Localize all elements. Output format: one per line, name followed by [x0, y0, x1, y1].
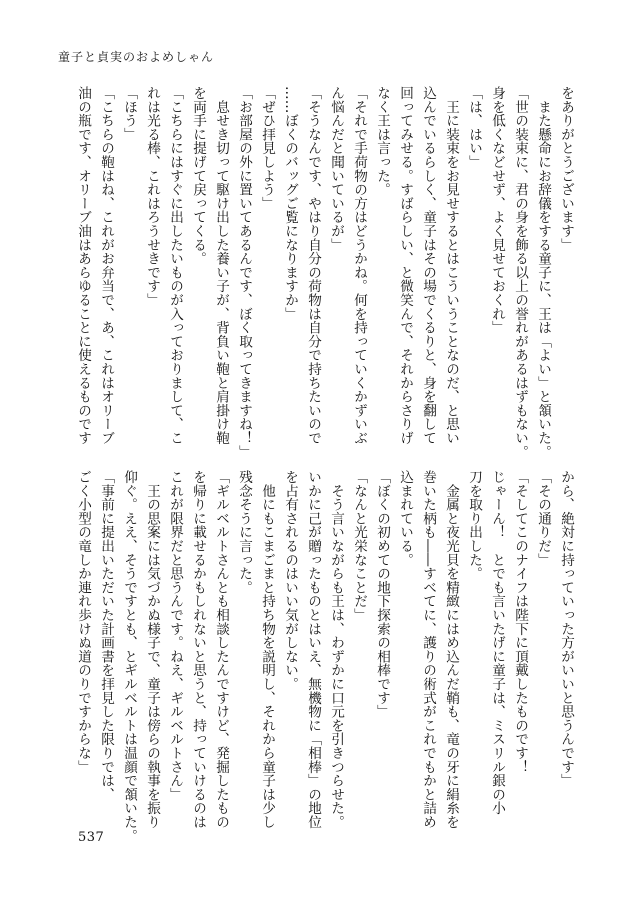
- text-line: 「ぜひ拝見しよう」: [259, 86, 275, 211]
- page-number: 537: [78, 830, 105, 845]
- text-line: をありがとうございます」: [558, 86, 574, 252]
- text-line: 「その通りだ」: [535, 470, 551, 567]
- text-line: 油の瓶です、オリーブ油はあらゆることに使えるものです: [75, 86, 91, 445]
- text-line: 「は、はい」: [466, 86, 482, 169]
- text-line: 刀を取り出した。: [466, 470, 482, 581]
- text-line: 「世の装束に、君の身を飾る以上の誉れがあるはずもない。: [512, 86, 528, 459]
- text-line: これが限界だと思うんです。ねえ、ギルベルトさん」: [167, 470, 183, 802]
- text-line: 金属と夜光貝を精緻にはめ込んだ鞘も、竜の牙に絹糸を: [443, 470, 459, 829]
- text-line: いかに己が贈ったものとはいえ、無機物に「相棒」の地位: [305, 470, 321, 829]
- text-line: なく王は言った。: [374, 86, 390, 197]
- text-line: を両手に提げて戻ってくる。: [190, 86, 206, 266]
- text-line: れは光る棒、これはろうせきです」: [144, 86, 160, 307]
- running-header: 童子と貞実のおよめしゃん: [58, 50, 215, 64]
- text-line: 「お部屋の外に置いてあるんです、ぼく取ってきますね！」: [236, 86, 252, 459]
- text-line: 王の思案には気づかぬ様子で、童子は傍らの執事を振り: [144, 470, 160, 829]
- text-line: 「ほう」: [121, 86, 137, 142]
- text-line: 回ってみせる。すばらしい、と微笑んで、それからさりげ: [397, 86, 413, 445]
- text-line: 「そしてこのナイフは陛下に頂戴したものです！: [512, 470, 528, 774]
- text-line: 「ぼくの初めての地下探索の相棒です」: [374, 470, 390, 719]
- text-line: ごく小型の竜しか連れ歩けぬ道のりですからな」: [75, 470, 91, 774]
- text-line: 身を低くなどせず、よく見せておくれ」: [489, 86, 505, 335]
- text-line: 「こちらにはすぐに出したいものが入っておりまして、こ: [167, 86, 183, 445]
- text-line: 「なんと光栄なことだ」: [351, 470, 367, 622]
- text-line: 「ギルベルトさんとも相談したんですけど、発掘したもの: [213, 470, 229, 829]
- text-line: 残念そうに言った。: [236, 470, 252, 595]
- text-line: 込んでいるらしく、童子はその場でくるりと、身を翻して: [420, 86, 436, 445]
- text-line: 「事前に提出いただいた計画書を拝見した限りでは、: [98, 470, 114, 802]
- text-line: から、絶対に持っていった方がいいと思うんです」: [558, 470, 574, 788]
- text-line: また懸命にお辞儀をする童子に、王は「よい」と頷いた。: [535, 86, 551, 459]
- text-line: 「そうなんです、やはり自分の荷物は自分で持ちたいので: [305, 86, 321, 445]
- text-line: 他にもこまごまと持ち物を説明し、それから童子は少し: [259, 470, 275, 829]
- text-line: を占有されるのはいい気がしない。: [282, 470, 298, 691]
- text-block-upper: [71, 86, 577, 459]
- text-line: 込まれている。: [397, 470, 413, 567]
- text-line: を帰りに載せるかもしれないと思うと、持っていけるのは: [190, 470, 206, 829]
- text-line: 「それで手荷物の方はどうかね。何を持っていくかずいぶ: [351, 86, 367, 445]
- text-line: 王に装束をお見せするとはこういうことなのだ、と思い: [443, 86, 459, 445]
- text-line: 「こちらの鞄はね、これがお弁当で、あ、これはオリーブ: [98, 86, 114, 445]
- text-line: じゃーん！ とでも言いたげに童子は、ミスリル銀の小: [489, 470, 505, 815]
- text-line: 息せき切って駆け出した養い子が、背負い鞄と肩掛け鞄: [213, 86, 229, 445]
- text-line: そう言いながらも王は、わずかに口元を引きつらせた。: [328, 470, 344, 829]
- text-line: ん悩んだと聞いているが」: [328, 86, 344, 252]
- text-line: ……ぼくのバッグご覧になりますか」: [282, 86, 298, 321]
- text-line: 仰ぐ。ええ、そうですとも、とギルベルトは温顔で頷いた。: [121, 470, 137, 843]
- text-line: 巻いた柄も――すべてに、護りの術式がこれでもかと詰め: [420, 470, 436, 829]
